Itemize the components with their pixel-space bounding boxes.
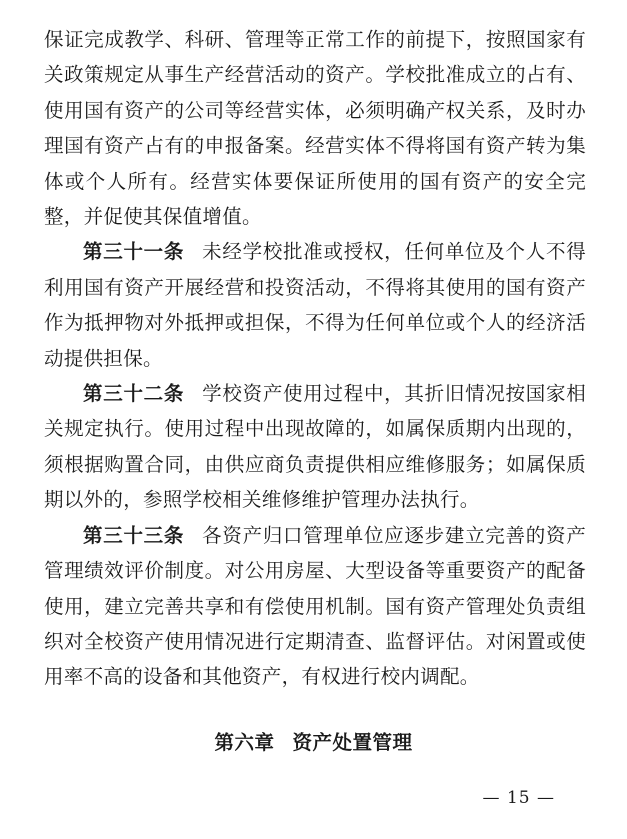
paragraph-continuation: [44, 22, 586, 234]
page-number: — 15 —: [482, 788, 555, 808]
article-text: 学校资产使用过程中，其折旧情况按国家相关规定执行。使用过程中出现故障的，如属保质期内出现的，须根据购置合同，由供应商负责提供相应维修服务；如属保质期以外的，参照学校相关维修维护管理办法执行。: [44, 382, 586, 512]
paragraph-text: 保证完成教学、科研、管理等正常工作的前提下，按照国家有关政策规定从事生产经营活动的资产。学校批准成立的占有、使用国有资产的公司等经营实体，必须明确产权关系，及时办理国有资产占有的申报备案。经营实体不得将国有资产转为集体或个人所有。经营实体要保证所使用的国有资产的安全完整，并促使其保值增值。: [44, 28, 586, 229]
document-body: [44, 22, 586, 695]
chapter-title: 资产处置管理: [292, 731, 413, 754]
article-text: 各资产归口管理单位应逐步建立完善的资产管理绩效评价制度。对公用房屋、大型设备等重要资产的配备使用，建立完善共享和有偿使用机制。国有资产管理处负责组织对全校资产使用情况进行定期清查、监督评估。对闲置或使用率不高的设备和其他资产，有权进行校内调配。: [44, 523, 586, 689]
chapter-number: 第六章: [214, 731, 275, 754]
chapter-heading: [0, 728, 627, 758]
article-text: 未经学校批准或授权，任何单位及个人不得利用国有资产开展经营和投资活动，不得将其使用的国有资产作为抵押物对外抵押或担保，不得为任何单位或个人的经济活动提供担保。: [44, 240, 586, 370]
article-heading: 第三十一条: [83, 240, 185, 264]
article-32: [44, 376, 586, 518]
article-31: [44, 234, 586, 376]
article-heading: 第三十三条: [83, 523, 185, 547]
article-33: [44, 518, 586, 695]
article-heading: 第三十二条: [83, 382, 185, 406]
